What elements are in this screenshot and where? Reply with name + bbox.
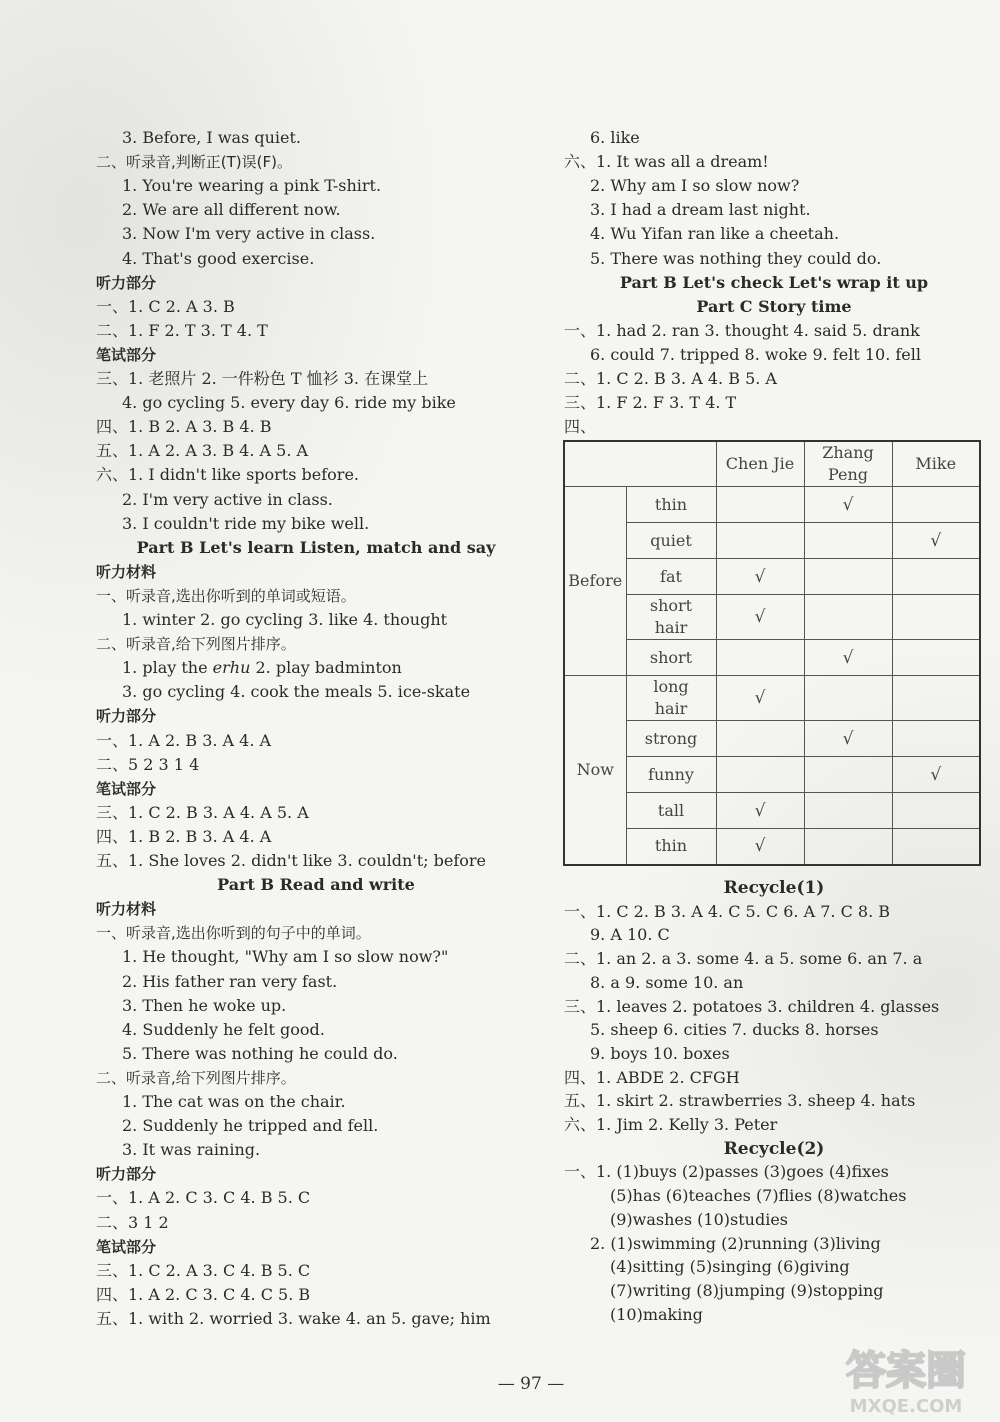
left-line-4: 2. We are all different now. [122,200,341,220]
left-line-41: 1. The cat was on the chair. [122,1092,346,1111]
right-top-line-10: 6. could 7. tripped 8. woke 9. felt 10. fell [590,344,921,364]
right-bottom-line-13: 一、1. (1)buys (2)passes (3)goes (4)fixes [564,1162,889,1182]
left-line-7: 听力部分 [96,273,157,292]
right-bottom-line-5: 8. a 9. some 10. an [590,972,744,992]
table-cell-empty [892,793,980,829]
left-line-46: 二、3 1 2 [96,1212,169,1232]
left-line-5: 3. Now I'm very active in class. [122,224,376,244]
left-line-48: 三、1. C 2. A 3. C 4. B 5. C [96,1260,311,1280]
table-cell-empty [892,487,980,523]
table-row [564,676,980,721]
right-bottom-line-7: 5. sheep 6. cities 7. ducks 8. horses [590,1020,879,1040]
table-cell-empty [892,595,980,640]
left-line-27: 二、5 2 3 1 4 [96,754,200,774]
table-row-label: short [626,640,716,676]
right-bottom-line-17: (4)sitting (5)singing (6)giving [610,1257,850,1277]
table-row-label: thin [626,829,716,865]
right-top-line-6: 5. There was nothing they could do. [590,248,882,268]
right-top-line-2: 六、1. It was all a dream! [564,152,769,172]
table-cell-empty [804,829,892,865]
check-mark-icon: √ [716,595,804,640]
left-line-14: 五、1. A 2. A 3. B 4. A 5. A [96,441,309,461]
table-row-label: long hair [626,676,716,721]
table-cell-empty [892,640,980,676]
table-cell-empty [716,523,804,559]
table-header-cell: Zhang Peng [804,441,892,487]
table-cell-empty [804,523,892,559]
table-cell-empty [804,595,892,640]
right-bottom-line-19: (10)making [610,1304,703,1324]
left-line-9: 二、1. F 2. T 3. T 4. T [96,320,268,340]
check-mark-icon: √ [804,487,892,523]
right-top-line-7: Part B Let's check Let's wrap it up [619,272,929,292]
left-line-37: 3. Then he woke up. [122,995,287,1015]
table-header-cell: Chen Jie [716,441,804,487]
table-cell-empty [804,757,892,793]
left-line-47: 笔试部分 [96,1237,157,1256]
left-line-38: 4. Suddenly he felt good. [122,1019,325,1039]
left-line-32: Part B Read and write [217,875,415,895]
right-top-line-5: 4. Wu Yifan ran like a cheetah. [590,224,840,244]
check-mark-icon: √ [716,676,804,721]
left-line-26: 一、1. A 2. B 3. A 4. A [96,730,272,750]
right-bottom-line-18: (7)writing (8)jumping (9)stopping [610,1280,884,1300]
right-top-line-13: 四、 [564,417,597,437]
right-bottom-line-3: 9. A 10. C [590,925,670,945]
table-row [564,559,980,595]
table-cell-empty [804,676,892,721]
table-row [564,793,980,829]
right-top-line-11: 二、1. C 2. B 3. A 4. B 5. A [564,369,777,388]
table-row-label: funny [626,757,716,793]
right-top-line-3: 2. Why am I so slow now? [590,176,800,196]
table-row [564,595,980,640]
right-top-line-1: 6. like [590,128,640,147]
left-line-18: Part B Let's learn Listen, match and say [136,537,496,557]
watermark-url: MXQE.COM [849,1396,963,1417]
left-line-42: 2. Suddenly he tripped and fell. [122,1116,379,1136]
left-line-31: 五、1. She loves 2. didn't like 3. couldn't; before [96,851,486,870]
left-line-30: 四、1. B 2. B 3. A 4. A [96,826,272,846]
table-corner-cell [564,441,716,487]
right-bottom-line-15: (9)washes (10)studies [610,1209,789,1229]
table-cell-empty [804,793,892,829]
left-line-15: 六、1. I didn't like sports before. [96,465,359,485]
table-cell-empty [716,487,804,523]
check-mark-icon: √ [892,523,980,559]
left-line-23: 1. play the erhu 2. play badminton [122,658,402,678]
table-row [564,757,980,793]
check-mark-icon: √ [716,559,804,595]
right-top-line-12: 三、1. F 2. F 3. T 4. T [564,393,737,413]
left-line-50: 五、1. with 2. worried 3. wake 4. an 5. gave; him [96,1308,491,1328]
right-top-line-8: Part C Story time [696,296,852,316]
table-row [564,829,980,865]
left-line-12: 4. go cycling 5. every day 6. ride my bike [122,393,456,413]
table-cell-empty [892,721,980,757]
right-bottom-line-12: Recycle(2) [723,1138,825,1159]
right-bottom-line-14: (5)has (6)teaches (7)flies (8)watches [610,1186,907,1206]
table-row [564,721,980,757]
left-line-11: 三、1. 老照片 2. 一件粉色 T 恤衫 3. 在课堂上 [96,369,429,388]
left-line-20: 一、听录音,选出你听到的单词或短语。 [96,586,356,605]
left-line-40: 二、听录音,给下列图片排序。 [96,1068,296,1087]
table-cell-empty [804,559,892,595]
left-line-35: 1. He thought, "Why am I so slow now?" [122,947,449,967]
left-line-6: 4. That's good exercise. [122,248,315,268]
table-cell-empty [892,676,980,721]
table-row-label: quiet [626,523,716,559]
left-line-28: 笔试部分 [96,779,157,798]
table-row-label: short hair [626,595,716,640]
right-top-line-9: 一、1. had 2. ran 3. thought 4. said 5. drank [564,320,920,340]
page-number: — 97 — [497,1374,565,1394]
right-top-line-4: 3. I had a dream last night. [590,200,811,220]
left-line-45: 一、1. A 2. C 3. C 4. B 5. C [96,1188,311,1208]
left-line-16: 2. I'm very active in class. [122,489,333,509]
right-bottom-line-9: 四、1. ABDE 2. CFGH [564,1067,740,1087]
left-line-13: 四、1. B 2. A 3. B 4. B [96,417,272,437]
left-line-10: 笔试部分 [96,345,157,364]
table-cell-empty [716,757,804,793]
left-line-22: 二、听录音,给下列图片排序。 [96,635,296,654]
left-line-19: 听力材料 [96,562,157,581]
table-row-label: tall [626,793,716,829]
watermark-logo [826,1338,986,1418]
table-row-label: strong [626,721,716,757]
check-mark-icon: √ [716,793,804,829]
left-line-1: 3. Before, I was quiet. [122,128,302,147]
right-bottom-line-11: 六、1. Jim 2. Kelly 3. Peter [564,1115,778,1134]
left-line-39: 5. There was nothing he could do. [122,1043,398,1063]
left-line-21: 1. winter 2. go cycling 3. like 4. thought [122,610,448,629]
check-mark-icon: √ [716,829,804,865]
check-mark-icon: √ [804,640,892,676]
table-row-label: thin [626,487,716,523]
right-bottom-line-4: 二、1. an 2. a 3. some 4. a 5. some 6. an 7. a [564,949,923,969]
table-row [564,487,980,523]
right-bottom-line-8: 9. boys 10. boxes [590,1043,730,1063]
table-row [564,523,980,559]
table-cell-empty [892,829,980,865]
left-line-3: 1. You're wearing a pink T-shirt. [122,176,382,196]
left-line-36: 2. His father ran very fast. [122,971,338,991]
watermark-chars: 答案圈 [846,1348,966,1394]
table-cell-empty [892,559,980,595]
table-row-label: fat [626,559,716,595]
table-group-cell: Now [564,676,626,865]
table-cell-empty [716,721,804,757]
table-header-row [564,441,980,487]
right-bottom-line-16: 2. (1)swimming (2)running (3)living [590,1233,881,1253]
right-bottom-line-6: 三、1. leaves 2. potatoes 3. children 4. glasses [564,996,940,1016]
left-line-2: 二、听录音,判断正(T)误(F)。 [96,153,292,172]
right-bottom-line-10: 五、1. skirt 2. strawberries 3. sheep 4. hats [564,1091,916,1111]
left-line-8: 一、1. C 2. A 3. B [96,296,235,316]
table-group-cell: Before [564,487,626,676]
check-mark-icon: √ [892,757,980,793]
table-header-cell: Mike [892,441,980,487]
right-bottom-line-2: 一、1. C 2. B 3. A 4. C 5. C 6. A 7. C 8. B [564,901,891,921]
left-line-29: 三、1. C 2. B 3. A 4. A 5. A [96,802,309,822]
table-cell-empty [716,640,804,676]
left-line-44: 听力部分 [96,1165,157,1184]
left-line-43: 3. It was raining. [122,1140,261,1160]
left-line-17: 3. I couldn't ride my bike well. [122,513,370,533]
left-line-24: 3. go cycling 4. cook the meals 5. ice-skate [122,682,471,702]
left-line-25: 听力部分 [96,707,157,726]
right-bottom-line-1: Recycle(1) [723,878,825,898]
table-row [564,640,980,676]
left-line-34: 一、听录音,选出你听到的句子中的单词。 [96,924,371,943]
left-line-49: 四、1. A 2. C 3. C 4. C 5. B [96,1284,311,1304]
left-line-33: 听力材料 [96,900,157,919]
before-now-table [563,440,981,866]
check-mark-icon: √ [804,721,892,757]
